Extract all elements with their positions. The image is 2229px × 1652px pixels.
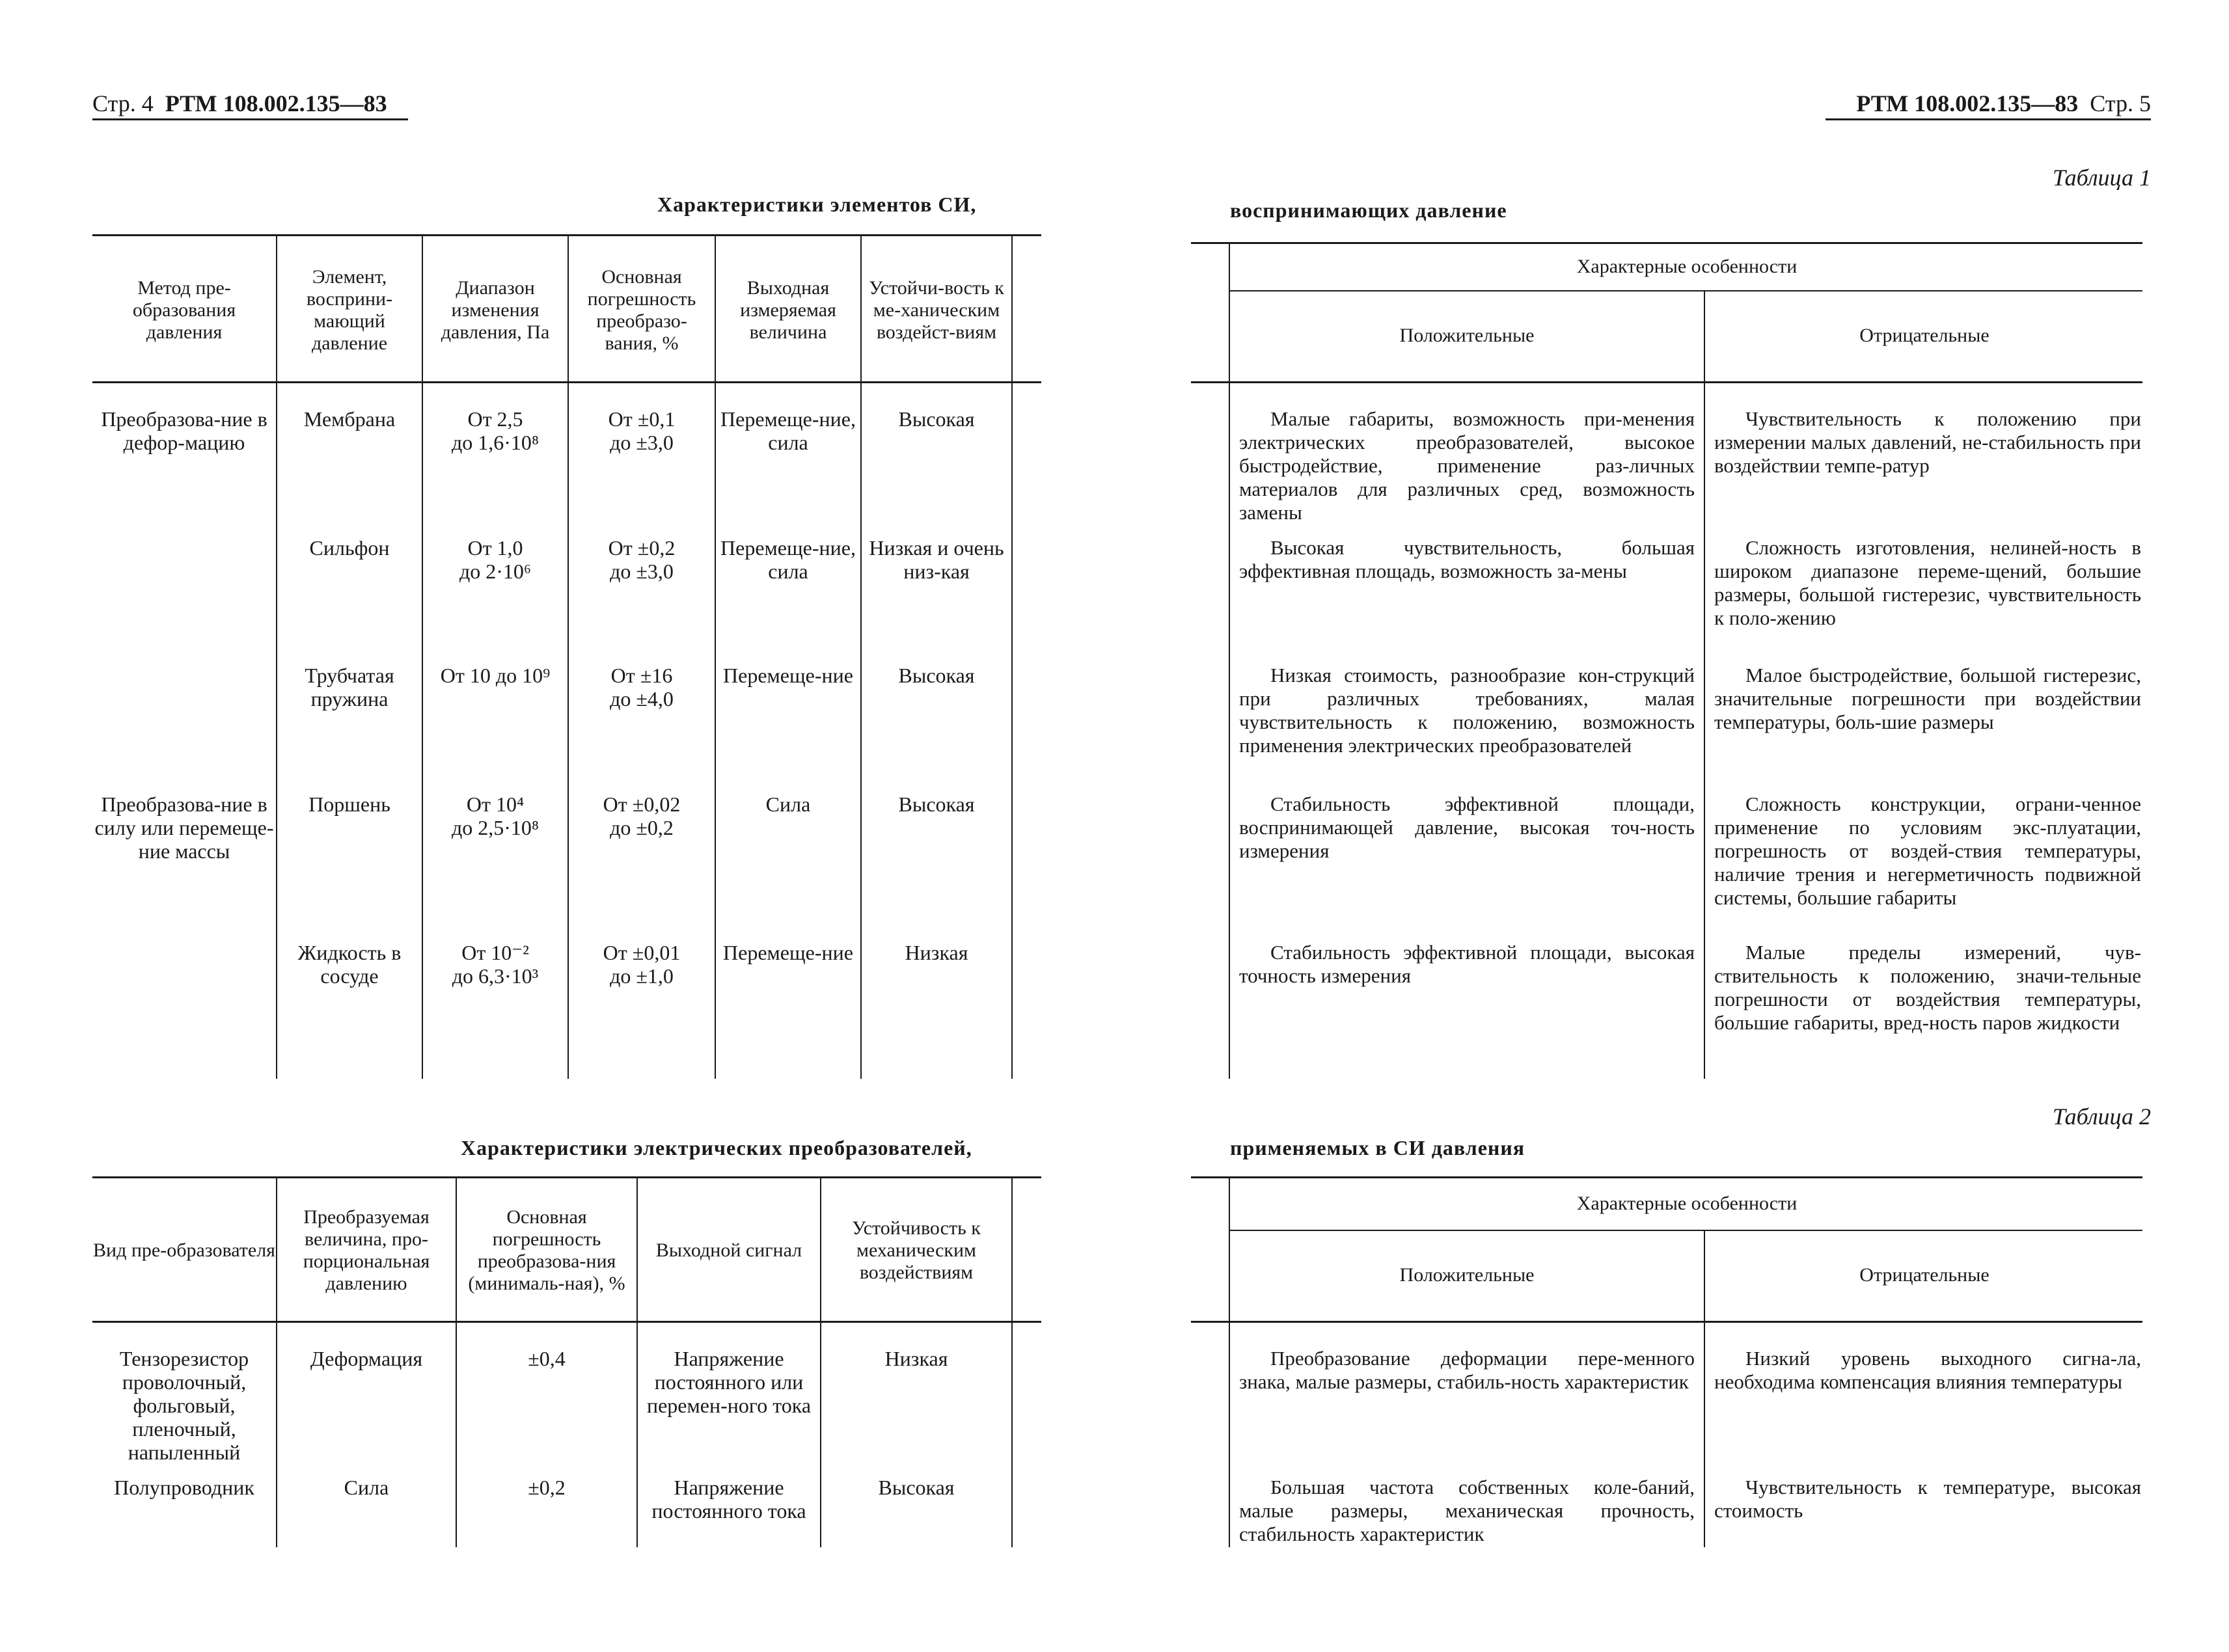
table1-group-deformation: Преобразова-ние в дефор-мацию [101,407,267,454]
range-cell [424,407,566,454]
table1-number: Таблица 1 [2052,165,2151,191]
error-from: От ±0,02 [603,792,681,816]
range-from: От 10⁻² [461,941,529,964]
signal-cell: Напряжение постоянного тока [651,1476,806,1523]
table1-header-rule-left [92,381,1041,383]
table1-vrule [276,234,277,1079]
type-cell: Тензорезистор проволочный, фольговый, пленочный, напыленный [119,1347,249,1464]
table2-top-rule-right [1191,1176,2142,1178]
left-header-underline [92,118,408,120]
error-to: до ±3,0 [610,431,674,454]
stability-cell: Высокая [898,664,975,687]
range-from: От 2,5 [467,407,523,431]
output-cell: Перемеще-ние, сила [720,536,856,583]
error-to: до ±3,0 [610,560,674,583]
table1-header-element: Элемент, восприни-мающий давление [306,266,393,354]
output-cell: Сила [765,792,811,816]
table1-header-output: Выходная измеряемая величина [740,277,836,343]
range-to: до 6,3·10³ [452,964,539,988]
table1-vrule [1011,234,1013,1079]
element-cell: Жидкость в сосуде [297,941,402,988]
table2-vrule [820,1176,821,1547]
error-cell [570,792,713,839]
element-cell: Трубчатая пружина [305,664,394,711]
signal-cell: Напряжение постоянного или перемен-ного тока [646,1347,812,1417]
error-cell [570,407,713,454]
range-from: От 10 до 10⁹ [440,664,551,687]
table2-header-rule-left [92,1321,1041,1323]
error-cell: ±0,4 [528,1347,566,1370]
positive-cell: Низкая стоимость, разнообразие кон-струкций при различных требованиях, малая чувствительность к положению, возможность применения электрических преобразователей [1239,664,1695,757]
table1-header-stability: Устойчи-вость к ме-ханическим воздейст-виям [869,277,1004,343]
range-from: От 10⁴ [466,792,525,816]
error-cell [570,941,713,988]
error-from: От ±0,1 [608,407,676,431]
table1-group-force: Преобразова-ние в силу или перемеще-ние массы [94,792,274,863]
table1-vrule [1704,290,1705,1079]
stability-cell: Низкая и очень низ-кая [869,536,1004,583]
stability-cell: Низкая [884,1347,948,1370]
right-page-code: РТМ 108.002.135—83 [1856,90,2079,116]
table2-header-rule-right [1191,1321,2142,1323]
table1-header-range: Диапазон изменения давления, Па [441,277,550,343]
table2-features-rule [1230,1230,2142,1231]
table2-top-rule-left [92,1176,1041,1178]
range-to: до 2·10⁶ [459,560,532,583]
table1-features-rule [1230,290,2142,291]
table1-header-positive: Положительные [1399,325,1535,346]
positive-cell: Большая частота собственных коле-баний, малые размеры, механическая прочность, стабильность характеристик [1239,1476,1695,1545]
quantity-cell: Сила [344,1476,389,1499]
range-to: до 1,6·10⁸ [451,431,540,454]
output-cell: Перемеще-ние [723,664,853,687]
error-to: до ±0,2 [610,816,674,839]
table2-vrule [1704,1230,1705,1547]
left-page-number: Стр. 4 [92,90,154,116]
element-cell: Поршень [308,792,390,816]
table1-top-rule-left [92,234,1041,236]
element-cell: Мембрана [303,407,396,431]
table2-title-left: Характеристики электрических преобразователей, [461,1136,972,1159]
error-from: От ±0,01 [603,941,681,964]
table2-vrule [636,1176,638,1547]
error-from: От ±0,2 [608,536,676,560]
negative-cell: Сложность конструкции, ограни-ченное применение по условиям экс-плуатации, погрешность от воздей-ствия температуры, наличие трения и негерметичность подвижной системы, большие габариты [1714,792,2141,909]
quantity-cell: Деформация [310,1347,423,1370]
positive-cell: Высокая чувствительность, большая эффективная площадь, возможность за-мены [1239,536,1695,582]
output-cell: Перемеще-ние [723,941,853,964]
right-page-header [1826,90,2151,117]
table2-header-type: Вид пре-образователя [93,1239,275,1261]
stability-cell: Низкая [905,941,968,964]
type-cell: Полупроводник [114,1476,254,1499]
table2-header-negative: Отрицательные [1859,1264,1990,1286]
range-to: до 2,5·10⁸ [451,816,540,839]
table1-header-features: Характерные особенности [1576,256,1798,277]
negative-cell: Чувствительность к положению при измерении малых давлений, не-стабильность при воздействии темпе-ратур [1714,407,2141,477]
error-from: От ±16 [610,664,673,687]
negative-cell: Низкий уровень выходного сигна-ла, необходима компенсация влияния температуры [1714,1347,2141,1393]
table1-vrule [1229,242,1230,1079]
table2-vrule [456,1176,457,1547]
table1-vrule [860,234,862,1079]
table1-title-left: Характеристики элементов СИ, [657,193,977,216]
error-cell [570,664,713,711]
left-page-header [92,90,387,117]
range-cell [424,536,566,583]
range-cell [424,941,566,988]
table1-header-error: Основная погрешность преобразо-вания, % [587,266,696,354]
negative-cell: Малые пределы измерений, чув-ствительность к положению, значи-тельные погрешности от воздействия температуры, большие габариты, вред-ность паров жидкости [1714,941,2141,1034]
output-cell: Перемеще-ние, сила [720,407,856,454]
table1-title-right: воспринимающих давление [1230,198,1507,222]
element-cell: Сильфон [309,536,390,560]
negative-cell: Сложность изготовления, нелиней-ность в широком диапазоне переме-щений, большие размеры, большой гистерезис, чувствительность к поло-жению [1714,536,2141,629]
positive-cell: Преобразование деформации пере-менного знака, малые размеры, стабиль-ность характеристик [1239,1347,1695,1393]
table2-vrule [1011,1176,1013,1547]
negative-cell: Чувствительность к температуре, высокая стоимость [1714,1476,2141,1522]
table2-header-features: Характерные особенности [1576,1193,1798,1214]
positive-cell: Стабильность эффективной площади, воспринимающей давление, высокая точ-ность измерения [1239,792,1695,862]
table2-vrule [1229,1176,1230,1547]
range-cell [424,664,566,687]
error-cell [570,536,713,583]
negative-cell: Малое быстродействие, большой гистерезис, значительные погрешности при воздействии температуры, боль-шие размеры [1714,664,2141,733]
table2-header-quantity: Преобразуемая величина, про-порциональная давлению [303,1206,430,1294]
table2-header-error: Основная погрешность преобразова-ния (минималь-ная), % [468,1206,625,1294]
stability-cell: Высокая [898,792,975,816]
table1-vrule [568,234,569,1079]
positive-cell: Малые габариты, возможность при-менения электрических преобразователей, высокое быстродействие, применение раз-личных материалов для различных сред, возможность замены [1239,407,1695,524]
range-cell [424,792,566,839]
table2-title-right: применяемых в СИ давления [1230,1136,1525,1159]
table1-vrule [715,234,716,1079]
left-page-code: РТМ 108.002.135—83 [165,90,387,116]
right-header-underline [1826,118,2151,120]
error-to: до ±4,0 [610,687,674,711]
right-page-number: Стр. 5 [2090,90,2151,116]
table2-header-stability: Устойчивость к механическим воздействиям [852,1217,981,1283]
range-from: От 1,0 [467,536,523,560]
table2-header-positive: Положительные [1399,1264,1535,1286]
table1-top-rule-right [1191,242,2142,244]
table1-vrule [422,234,423,1079]
table2-vrule [276,1176,277,1547]
table2-number: Таблица 2 [2052,1104,2151,1130]
table2-header-signal: Выходной сигнал [655,1239,802,1261]
error-to: до ±1,0 [610,964,674,988]
positive-cell: Стабильность эффективной площади, высокая точность измерения [1239,941,1695,987]
stability-cell: Высокая [878,1476,955,1499]
table1-header-method: Метод пре-образования давления [132,277,236,343]
table1-header-negative: Отрицательные [1859,325,1990,346]
table1-header-rule-right [1191,381,2142,383]
stability-cell: Высокая [898,407,975,431]
error-cell: ±0,2 [528,1476,566,1499]
